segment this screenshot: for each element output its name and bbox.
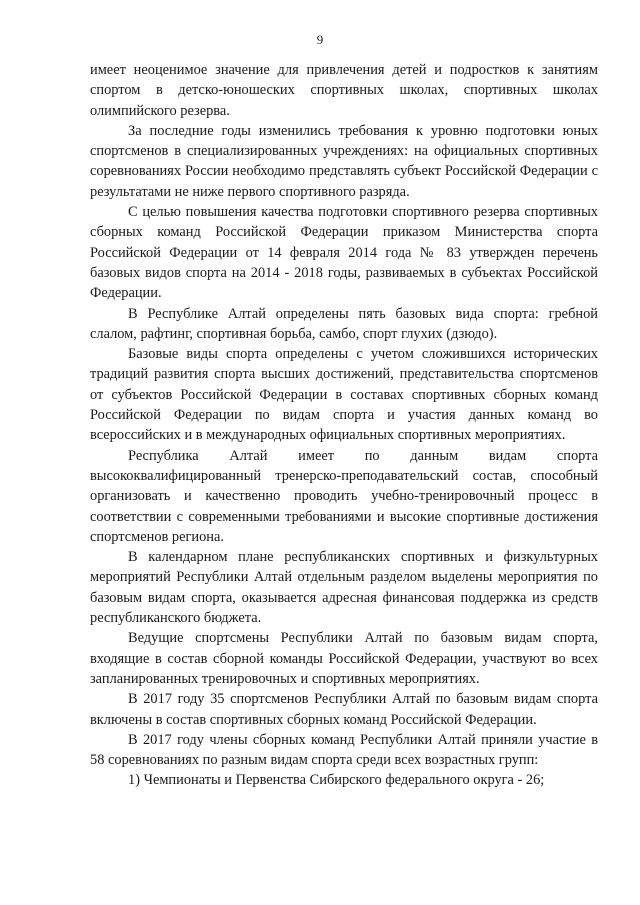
- paragraph-calendar-plan: В календарном плане республиканских спортивных и физкультурных мероприятий Республики Алтай отдельным разделом выделены мероприятия по базовым видам спорта, оказывается адресная финансовая поддержка из средств республиканского бюджета.: [90, 549, 598, 627]
- paragraph-ministry-order: С целью повышения качества подготовки спортивного резерва спортивных сборных команд Российской Федерации приказом Министерства спорта Российской Федерации от 14 февраля 2014 года № 83 утвержден перечень базовых видов спорта на 2014 - 2018 годы, развиваемых в субъектах Российской Федерации.: [90, 204, 598, 302]
- paragraph-competitions-2017: В 2017 году члены сборных команд Республики Алтай приняли участие в 58 соревнованиях по разным видам спорта среди всех возрастных групп:: [90, 731, 598, 769]
- paragraph-coaching-staff: Республика Алтай имеет по данным видам спорта высококвалифицированный тренерско-преподавательский состав, способный организовать и качественно проводить учебно-тренировочный процесс в соответствии с современными требованиями и высокие спортивные достижения спортсменов региона.: [90, 447, 598, 545]
- document-body: [90, 60, 598, 791]
- paragraph-leading-athletes: Ведущие спортсмены Республики Алтай по базовым видам спорта, входящие в состав сборной команды Российской Федерации, участвуют во всех запланированных тренировочных и спортивных мероприятиях.: [90, 630, 598, 687]
- paragraph-national-team-2017: В 2017 году 35 спортсменов Республики Алтай по базовым видам спорта включены в состав спортивных сборных команд Российской Федерации.: [90, 691, 598, 728]
- paragraph-selection-criteria: Базовые виды спорта определены с учетом сложившихся исторических традиций развития спорта высших достижений, представительства спортсменов от субъектов Российской Федерации в составах спортивных сборных команд Российской Федерации по видам спорта и участия данных команд во всероссийских и в международных официальных спортивных мероприятиях.: [90, 346, 598, 444]
- page-number: 9: [316, 32, 324, 47]
- list-item-championships: 1) Чемпионаты и Первенства Сибирского федерального округа - 26;: [128, 772, 545, 789]
- paragraph-basic-sports: В Республике Алтай определены пять базовых вида спорта: гребной слалом, рафтинг, спортивная борьба, самбо, спорт глухих (дзюдо).: [90, 305, 598, 342]
- paragraph-training-requirements: За последние годы изменились требования к уровню подготовки юных спортсменов в специализированных учреждениях: на официальных спортивных соревнованиях России необходимо представлять субъект Российской Федерации с результатами не ниже первого спортивного разряда.: [90, 122, 598, 200]
- paragraph-continuation: имеет неоценимое значение для привлечения детей и подростков к занятиям спортом в детско-юношеских спортивных школах, спортивных школах олимпийского резерва.: [90, 62, 598, 119]
